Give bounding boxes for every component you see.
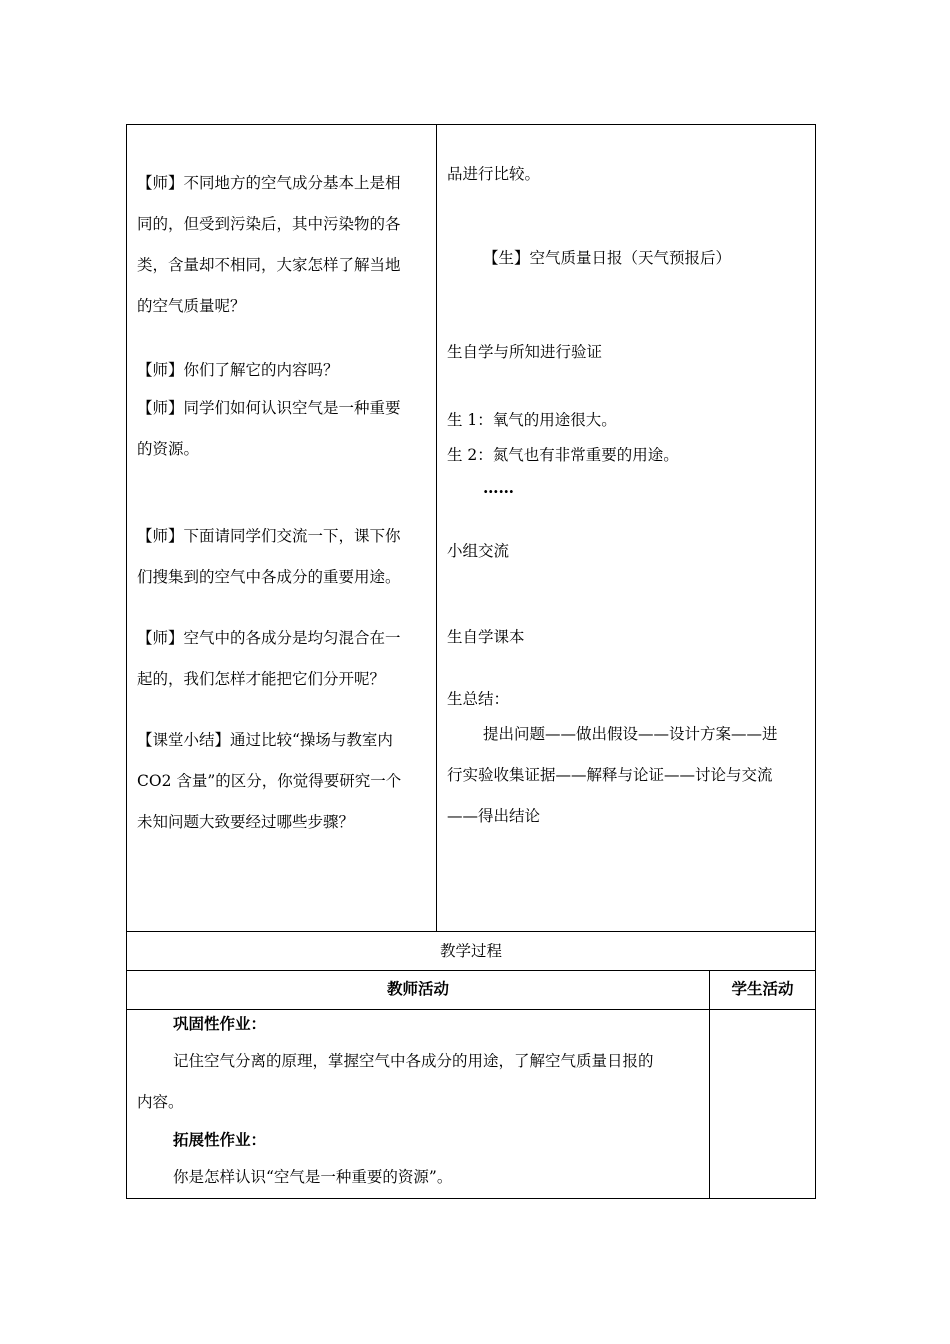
- column-header-row: [127, 971, 816, 1010]
- teacher-line: CO2 含量”的区分，你觉得要研究一个: [137, 772, 402, 790]
- student-line: 生 1：氧气的用途很大。: [447, 411, 617, 429]
- homework-text: 内容。: [137, 1093, 184, 1111]
- teacher-line: 【师】下面请同学们交流一下，课下你: [137, 527, 401, 545]
- teacher-line: 的空气质量呢？: [137, 297, 246, 315]
- teacher-line: 们搜集到的空气中各成分的重要用途。: [137, 568, 401, 586]
- student-line: 小组交流: [447, 542, 510, 560]
- teacher-line: 同的，但受到污染后，其中污染物的各: [137, 215, 401, 233]
- teacher-line: 【课堂小结】通过比较“操场与教室内: [137, 731, 393, 749]
- section-title: 教学过程: [127, 932, 816, 971]
- teacher-line: 未知问题大致要经过哪些步骤？: [137, 813, 355, 831]
- student-line: 生 2：氮气也有非常重要的用途。: [447, 446, 679, 464]
- teacher-dialogue-cell: [127, 125, 437, 932]
- teacher-line: 【师】空气中的各成分是均匀混合在一: [137, 629, 401, 647]
- homework-text: 你是怎样认识“空气是一种重要的资源”。: [173, 1168, 453, 1186]
- student-line: 行实验收集证据——解释与论证——讨论与交流: [447, 766, 773, 784]
- lesson-table: [126, 124, 816, 1199]
- homework-cell: [127, 1010, 710, 1199]
- teacher-activity-header: 教师活动: [127, 971, 710, 1010]
- student-activity-empty-cell: [710, 1010, 816, 1199]
- homework-row: [127, 1010, 816, 1199]
- student-line: 品进行比较。: [447, 165, 541, 183]
- homework-heading-extension: 拓展性作业：: [173, 1131, 267, 1149]
- student-activity-header: 学生活动: [710, 971, 816, 1010]
- teacher-line: 类，含量却不相同，大家怎样了解当地: [137, 256, 401, 274]
- teacher-line: 【师】同学们如何认识空气是一种重要: [137, 399, 401, 417]
- student-line: 生总结：: [447, 690, 510, 708]
- section-title-row: [127, 932, 816, 971]
- student-response-cell: [437, 125, 816, 932]
- homework-text: 记住空气分离的原理，掌握空气中各成分的用途，了解空气质量日报的: [173, 1052, 654, 1070]
- student-line: 提出问题——做出假设——设计方案——进: [483, 725, 778, 743]
- ellipsis: ……: [483, 478, 514, 497]
- student-line: ——得出结论: [447, 807, 541, 825]
- student-line: 生自学课本: [447, 628, 525, 646]
- teacher-line: 【师】你们了解它的内容吗？: [137, 361, 339, 379]
- teacher-line: 的资源。: [137, 440, 200, 458]
- student-line: 【生】空气质量日报（天气预报后）: [483, 249, 732, 267]
- dialogue-row: [127, 125, 816, 932]
- homework-heading-consolidation: 巩固性作业：: [173, 1015, 267, 1033]
- student-line: 生自学与所知进行验证: [447, 343, 603, 361]
- teacher-line: 【师】不同地方的空气成分基本上是相: [137, 174, 401, 192]
- teacher-line: 起的，我们怎样才能把它们分开呢？: [137, 670, 386, 688]
